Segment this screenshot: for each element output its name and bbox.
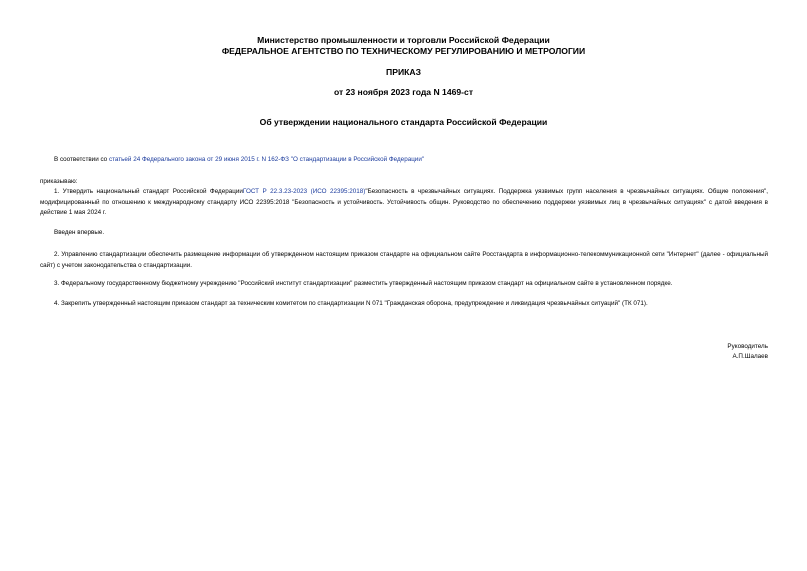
law-link[interactable]: статьей 24 Федерального закона от 29 июня 2015 г. N 162-ФЗ "О стандартизации в Российской Федерации" bbox=[108, 156, 425, 163]
doc-type: ПРИКАЗ bbox=[386, 67, 421, 77]
date-number: от 23 ноября 2023 года N 1469-ст bbox=[333, 87, 474, 97]
intro-prefix: В соответствии со bbox=[54, 156, 109, 163]
item-3: 3. Федеральному государственному бюджетному учреждению "Российский институт стандартизации" разместить утвержденный настоящим приказом стандарт на официальном сайте в установленном порядке. bbox=[54, 280, 673, 287]
agency-title: ФЕДЕРАЛЬНОЕ АГЕНТСТВО ПО ТЕХНИЧЕСКОМУ РЕГУЛИРОВАНИЮ И МЕТРОЛОГИИ bbox=[221, 46, 586, 56]
gost-link[interactable]: ГОСТ Р 22.3.23-2023 (ИСО 22395:2018) bbox=[242, 188, 366, 195]
item-4: 4. Закрепить утвержденный настоящим приказом стандарт за техническим комитетом по стандартизации N 071 "Гражданская оборона, предупреждение и ликвидация чрезвычайных ситуаций" (ТК 071). bbox=[54, 300, 648, 307]
signature-name: А.П.Шалаев bbox=[732, 353, 768, 360]
item-1-prefix: 1. Утвердить национальный стандарт Российской Федерации bbox=[54, 188, 243, 195]
item-1 bbox=[40, 187, 768, 219]
item-1-suffix: "Безопасность в чрезвычайных ситуациях. Поддержка уязвимых групп населения в чрезвычайных ситуациях. Общие положения", модифицированный по отношению к международному стандарту ИСО 22395:2018 "Безопасность и устойчивость. Устойчивость общин. Руководство по обеспечению поддержки уязвимых лиц в чрезвычайных ситуациях" с датой введения в действие 1 мая 2024 г. bbox=[40, 188, 768, 216]
order-word: приказываю: bbox=[40, 178, 78, 185]
signature-title: Руководитель bbox=[727, 343, 768, 350]
item-2: 2. Управлению стандартизации обеспечить размещение информации об утвержденном настоящим приказом стандарте на официальном сайте Росстандарта в информационно-телекоммуникационной сети "Интернет" (далее - официальный сайт) с учетом законодательства о стандартизации. bbox=[40, 251, 768, 269]
subject-title: Об утверждении национального стандарта Российской Федерации bbox=[259, 117, 548, 127]
intro-paragraph bbox=[40, 155, 768, 166]
ministry-title: Министерство промышленности и торговли Российской Федерации bbox=[257, 35, 550, 45]
first-time-note: Введен впервые. bbox=[54, 229, 105, 236]
